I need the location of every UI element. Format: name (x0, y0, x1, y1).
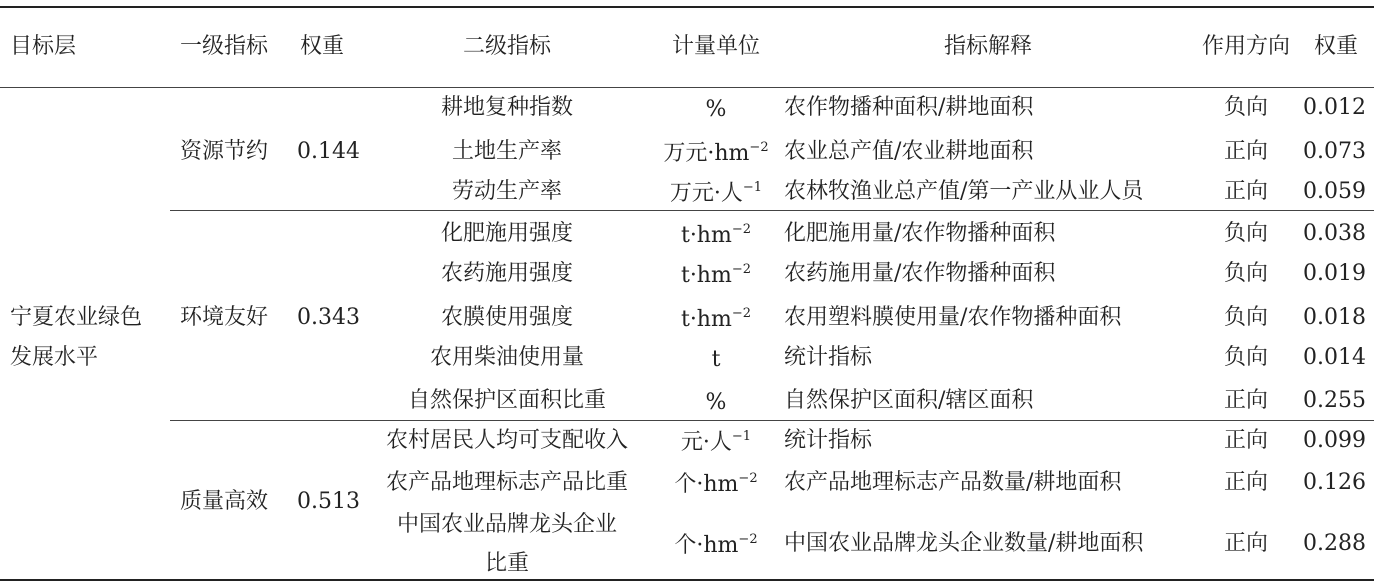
bottom-rule (0, 579, 1374, 581)
unit-cell: $t\cdot hm^{-2}$ (680, 306, 752, 332)
direction-cell: 正向 (1223, 139, 1269, 164)
explain-cell: 中国农业品牌龙头企业数量/耕地面积 (784, 531, 1144, 556)
direction-cell: 负向 (1223, 261, 1269, 286)
direction-cell: 正向 (1223, 470, 1269, 495)
weight-cell: 0.012 (1303, 95, 1366, 120)
header-unit: 计量单位 (671, 34, 761, 59)
explain-cell: 农用塑料膜使用量/农作物播种面积 (784, 305, 1122, 330)
group-weight: 0.513 (297, 489, 360, 514)
group-weight: 0.144 (297, 139, 360, 164)
unit-cell: 万元$\cdot hm^{-2}$ (663, 140, 769, 166)
direction-cell: 负向 (1223, 95, 1269, 120)
group-divider-2 (170, 420, 1374, 421)
explain-cell: 农业总产值/农业耕地面积 (784, 139, 1034, 164)
weight-cell: 0.019 (1303, 261, 1366, 286)
indicator-name-line1: 中国农业品牌龙头企业 (396, 512, 618, 537)
header-level1: 一级指标 (180, 34, 269, 59)
explain-cell: 化肥施用量/农作物播种面积 (784, 221, 1056, 246)
header-direction: 作用方向 (1201, 34, 1291, 59)
direction-cell: 负向 (1223, 305, 1269, 330)
target-layer-line2: 发展水平 (10, 345, 99, 370)
explain-cell: 统计指标 (784, 345, 873, 370)
weight-cell: 0.018 (1303, 305, 1366, 330)
unit-cell: $t\cdot hm^{-2}$ (680, 222, 752, 248)
weight-cell: 0.014 (1303, 345, 1366, 370)
direction-cell: 正向 (1223, 428, 1269, 453)
explain-cell: 统计指标 (784, 428, 873, 453)
unit-cell: 万元·人$^{-1}$ (669, 180, 763, 206)
explain-cell: 农药施用量/农作物播种面积 (784, 261, 1056, 286)
indicator-name: 土地生产率 (451, 139, 563, 164)
group-divider-1 (170, 210, 1374, 211)
header-weight2: 权重 (1313, 34, 1359, 59)
direction-cell: 负向 (1223, 345, 1269, 370)
direction-cell: 正向 (1223, 388, 1269, 413)
direction-cell: 负向 (1223, 221, 1269, 246)
indicator-name: 农村居民人均可支配收入 (385, 428, 629, 453)
indicator-name: 自然保护区面积比重 (407, 388, 607, 413)
header-level2: 二级指标 (462, 34, 552, 59)
unit-cell: $t\cdot hm^{-2}$ (680, 262, 752, 288)
header-weight1: 权重 (300, 34, 345, 59)
unit-cell: % (705, 97, 727, 122)
indicator-name: 劳动生产率 (451, 179, 563, 204)
direction-cell: 正向 (1223, 179, 1269, 204)
indicator-name: 农药施用强度 (440, 261, 574, 286)
weight-cell: 0.038 (1303, 221, 1366, 246)
unit-cell: % (705, 390, 727, 415)
indicator-name: 农用柴油使用量 (429, 345, 585, 370)
explain-cell: 农产品地理标志产品数量/耕地面积 (784, 470, 1122, 495)
indicator-name: 耕地复种指数 (440, 95, 574, 120)
indicator-name: 化肥施用强度 (440, 221, 574, 246)
explain-cell: 农作物播种面积/耕地面积 (784, 95, 1034, 120)
header-target: 目标层 (10, 34, 77, 59)
unit-cell: t (711, 347, 721, 372)
group-name: 质量高效 (180, 489, 269, 514)
group-weight: 0.343 (297, 305, 360, 330)
top-rule (0, 6, 1374, 8)
indicator-name: 农产品地理标志产品比重 (385, 470, 629, 495)
header-explain: 指标解释 (943, 34, 1033, 59)
unit-cell: 元·人$^{-1}$ (680, 429, 752, 455)
indicator-name: 农膜使用强度 (440, 305, 574, 330)
direction-cell: 正向 (1223, 531, 1269, 556)
weight-cell: 0.255 (1303, 388, 1366, 413)
weight-cell: 0.073 (1303, 139, 1366, 164)
group-name: 资源节约 (180, 139, 269, 164)
unit-cell: 个$\cdot hm^{-2}$ (674, 471, 758, 497)
unit-cell: 个$\cdot hm^{-2}$ (674, 532, 758, 558)
explain-cell: 自然保护区面积/辖区面积 (784, 388, 1034, 413)
explain-cell: 农林牧渔业总产值/第一产业从业人员 (784, 179, 1144, 204)
indicator-name-line2: 比重 (484, 551, 530, 576)
header-rule (0, 87, 1374, 88)
weight-cell: 0.059 (1303, 179, 1366, 204)
weight-cell: 0.099 (1303, 428, 1366, 453)
weight-cell: 0.288 (1303, 531, 1366, 556)
group-name: 环境友好 (180, 305, 269, 330)
weight-cell: 0.126 (1303, 470, 1366, 495)
target-layer-line1: 宁夏农业绿色 (10, 305, 143, 330)
